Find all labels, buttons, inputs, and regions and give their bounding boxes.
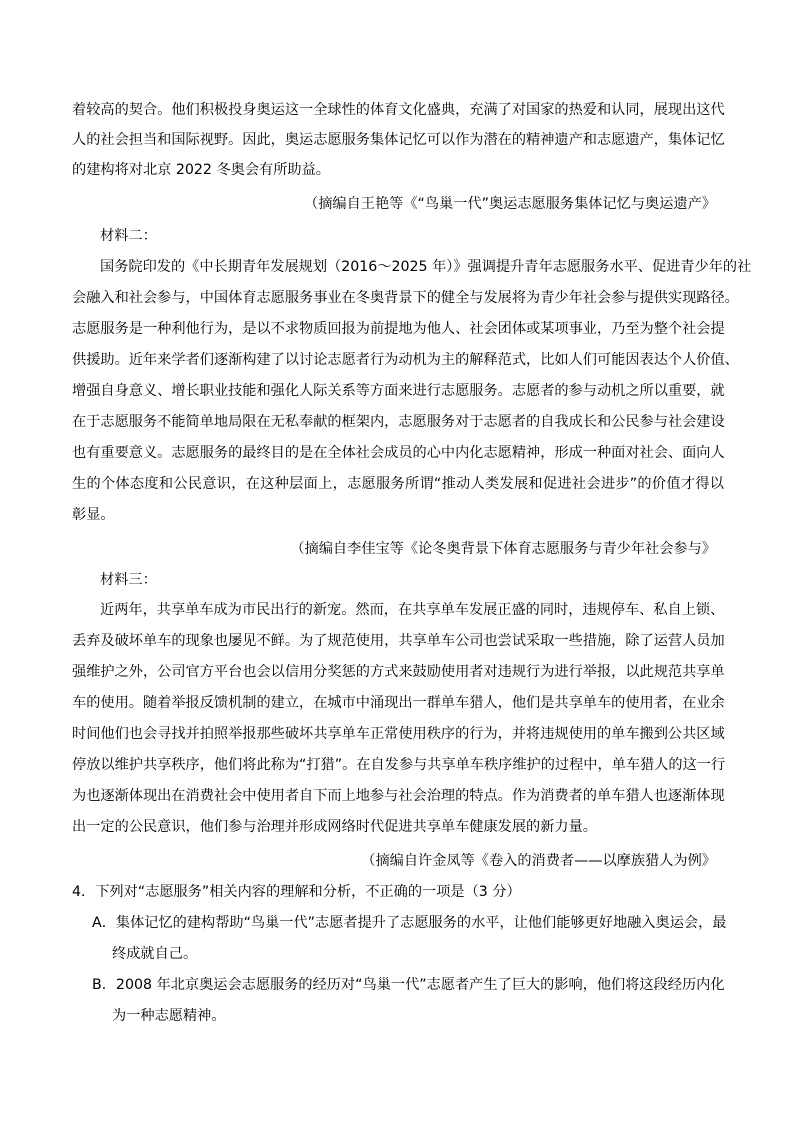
passage-line: 供援助。近年来学者们逐渐构建了以讨论志愿者行为动机为主的解释范式，比如人们可能因表达个人价值、 <box>72 352 739 368</box>
source-citation: （摘编自李佳宝等《论冬奥背景下体育志愿服务与青少年社会参与》 <box>290 541 716 557</box>
option-a-continued: 终成就自己。 <box>112 946 198 962</box>
passage-line: 也有重要意义。志愿服务的最终目的是在全体社会成员的心中内化志愿精神，形成一种面对社会、面向人 <box>72 445 725 461</box>
option-b: B．2008 年北京奥运会志愿服务的经历对“鸟巢一代”志愿者产生了巨大的影响，他们将这段经历内化 <box>92 977 725 993</box>
passage-line: 彰显。 <box>72 507 115 523</box>
passage-line: 生的个体态度和公民意识，在这种层面上，志愿服务所谓“推动人类发展和促进社会进步”的价值才得以 <box>72 476 724 492</box>
passage-line: 近两年，共享单车成为市民出行的新宠。然而，在共享单车发展正盛的同时，违规停车、私自上锁、 <box>100 602 725 618</box>
passage-line: 在于志愿服务不能简单地局限在无私奉献的框架内，志愿服务对于志愿者的自我成长和公民参与社会建设 <box>72 414 725 430</box>
section-heading: 材料二： <box>100 228 157 244</box>
passage-line: 强维护之外，公司官方平台也会以信用分奖惩的方式来鼓励使用者对违规行为进行举报，以此规范共享单 <box>72 664 725 680</box>
passage-line: 人的社会担当和国际视野。因此，奥运志愿服务集体记忆可以作为潜在的精神遗产和志愿遗产，集体记忆 <box>72 132 725 148</box>
passage-line: 着较高的契合。他们积极投身奥运这一全球性的体育文化盛典，充满了对国家的热爱和认同，展现出这代 <box>72 102 725 118</box>
section-heading: 材料三： <box>100 572 157 588</box>
passage-line: 丢弃及破坏单车的现象也屡见不鲜。为了规范使用，共享单车公司也尝试采取一些措施，除了运营人员加 <box>72 633 725 649</box>
option-b-continued: 为一种志愿精神。 <box>112 1008 226 1024</box>
passage-line: 的建构将对北京 2022 冬奥会有所助益。 <box>72 162 330 178</box>
passage-line: 车的使用。随着举报反馈机制的建立，在城市中涌现出一群单车猎人，他们是共享单车的使用者，在业余 <box>72 695 725 711</box>
passage-line: 停放以维护共享秩序，他们将此称为“打猎”。在自发参与共享单车秩序维护的过程中，单车猎人的这一行 <box>72 757 726 773</box>
source-citation: （摘编自王艳等《“鸟巢一代”奥运志愿服务集体记忆与奥运遗产》 <box>304 196 716 212</box>
option-a: A．集体记忆的建构帮助“鸟巢一代”志愿者提升了志愿服务的水平，让他们能够更好地融入奥运会，最 <box>92 915 727 931</box>
source-citation: （摘编自许金凤等《卷入的消费者——以摩族猎人为例》 <box>361 853 716 869</box>
passage-line: 出一定的公民意识，他们参与治理并形成网络时代促进共享单车健康发展的新力量。 <box>72 819 597 835</box>
passage-line: 国务院印发的《中长期青年发展规划（2016～2025 年）》强调提升青年志愿服务水平、促进青少年的社 <box>100 259 752 275</box>
question-stem: 4．下列对“志愿服务”相关内容的理解和分析，不正确的一项是（3 分） <box>72 884 521 900</box>
passage-line: 为也逐渐体现出在消费社会中使用者自下而上地参与社会治理的特点。作为消费者的单车猎人也逐渐体现 <box>72 788 725 804</box>
passage-line: 时间他们也会寻找并拍照举报那些破坏共享单车正常使用秩序的行为，并将违规使用的单车搬到公共区域 <box>72 726 725 742</box>
passage-line: 会融入和社会参与，中国体育志愿服务事业在冬奥背景下的健全与发展将为青少年社会参与提供实现路径。 <box>72 290 739 306</box>
passage-line: 志愿服务是一种利他行为，是以不求物质回报为前提地为他人、社会团体或某项事业，乃至为整个社会提 <box>72 321 725 337</box>
passage-line: 增强自身意义、增长职业技能和强化人际关系等方面来进行志愿服务。志愿者的参与动机之所以重要，就 <box>72 383 725 399</box>
